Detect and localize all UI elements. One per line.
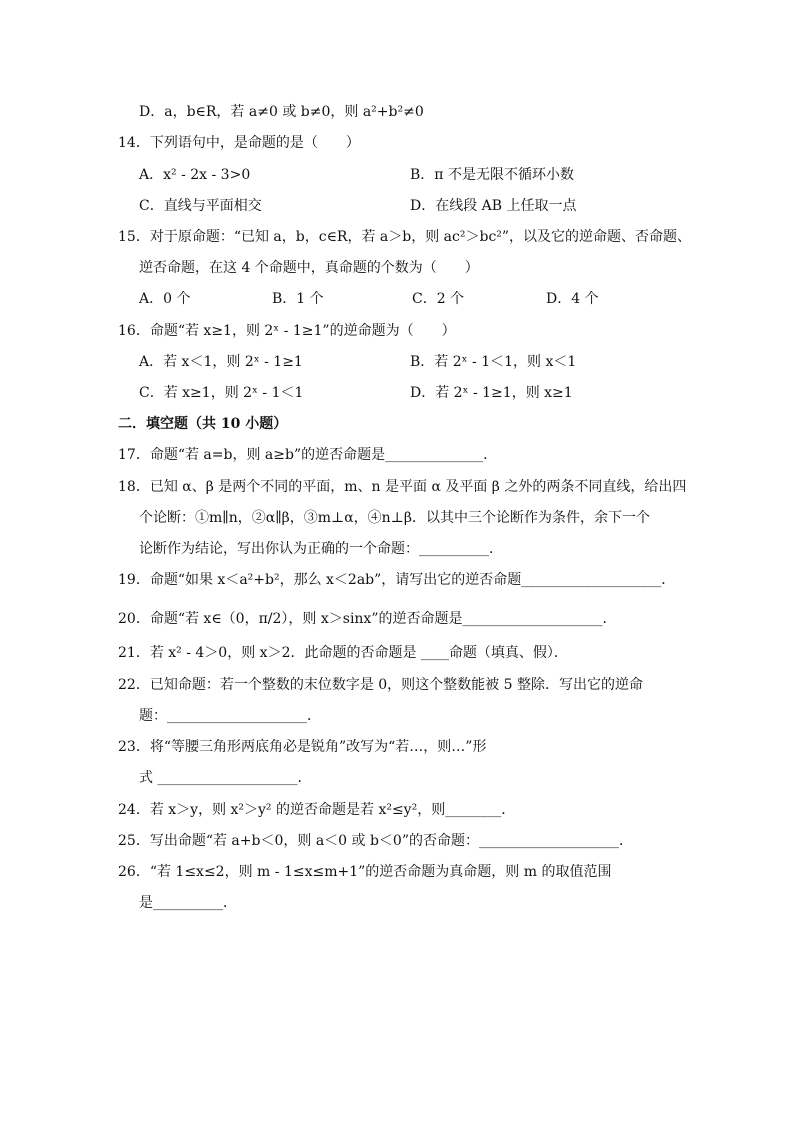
q24-stem: 24．若 x＞y，则 x²＞y² 的逆否命题是若 x²≤y²，则________． bbox=[118, 802, 516, 818]
q20-stem: 20．命题“若 x∈（0，π/2），则 x＞sinx”的逆否命题是____________________． bbox=[118, 611, 617, 627]
q18-stem-cont2: 论断作为结论，写出你认为正确的一个命题：__________． bbox=[139, 541, 503, 557]
q14-option-b: B．π 不是无限不循环小数 bbox=[410, 167, 574, 183]
q23-stem-text: 23．将“等腰三角形两底角必是锐角”改写为“若…，则…”形 bbox=[118, 739, 487, 755]
q15-option-a: A．0 个 bbox=[139, 291, 191, 307]
q14-option-a: A．x² - 2x - 3>0 bbox=[139, 167, 251, 183]
q15-option-c: C．2 个 bbox=[412, 291, 465, 307]
q23-stem bbox=[118, 737, 676, 757]
q15-stem-cont: 逆否命题，在这 4 个命题中，真命题的个数为（ ） bbox=[139, 260, 479, 276]
q16-stem: 16．命题“若 x≥1，则 2ˣ - 1≥1”的逆命题为（ ） bbox=[118, 323, 456, 339]
q14-option-d: D．在线段 AB 上任取一点 bbox=[410, 198, 577, 214]
q15-option-b: B．1 个 bbox=[272, 291, 324, 307]
q23-stem-cont: 式 ____________________． bbox=[139, 770, 312, 786]
q17-stem: 17．命题“若 a=b，则 a≥b”的逆否命题是______________． bbox=[118, 447, 498, 463]
q16-option-d: D．若 2ˣ - 1≥1，则 x≥1 bbox=[410, 385, 573, 401]
q22-stem-cont: 题：____________________． bbox=[139, 708, 321, 724]
q19-stem: 19．命题“如果 x＜a²+b²，那么 x＜2ab”，请写出它的逆否命题____________________． bbox=[118, 572, 676, 588]
section-heading: 二．填空题（共 10 小题） bbox=[118, 416, 288, 432]
q25-stem: 25．写出命题“若 a+b＜0，则 a＜0 或 b＜0”的否命题：____________________． bbox=[118, 833, 633, 849]
q18-stem-cont: 个论断：①m∥n，②α∥β，③m⊥α，④n⊥β．以其中三个论断作为条件，余下一个 bbox=[139, 510, 650, 526]
q15-option-d: D．4 个 bbox=[546, 291, 599, 307]
q16-option-a: A．若 x＜1，则 2ˣ - 1≥1 bbox=[139, 354, 303, 370]
q18-stem: 18．已知 α、β 是两个不同的平面，m、n 是平面 α 及平面 β 之外的两条不同直线，给出四 bbox=[118, 479, 687, 495]
q16-option-c: C．若 x≥1，则 2ˣ - 1＜1 bbox=[139, 385, 304, 401]
q21-stem: 21．若 x² - 4＞0，则 x＞2．此命题的否命题是 ____命题（填真、假）． bbox=[118, 645, 568, 661]
q26-stem-cont: 是__________． bbox=[139, 895, 237, 911]
q15-stem: 15．对于原命题：“已知 a，b，c∈R，若 a＞b，则 ac²＞bc²”，以及它的逆命题、否命题、 bbox=[118, 229, 692, 245]
q14-stem: 14．下列语句中，是命题的是（ ） bbox=[118, 135, 360, 151]
q22-stem: 22．已知命题：若一个整数的末位数字是 0，则这个整数能被 5 整除．写出它的逆命 bbox=[118, 677, 643, 693]
q16-option-b: B．若 2ˣ - 1＜1，则 x＜1 bbox=[410, 354, 577, 370]
q13-option-d: D．a，b∈R，若 a≠0 或 b≠0，则 a²+b²≠0 bbox=[139, 104, 424, 120]
q26-stem: 26．“若 1≤x≤2，则 m - 1≤x≤m+1”的逆否命题为真命题，则 m 的取值范围 bbox=[118, 864, 612, 880]
q14-option-c: C．直线与平面相交 bbox=[139, 198, 262, 214]
